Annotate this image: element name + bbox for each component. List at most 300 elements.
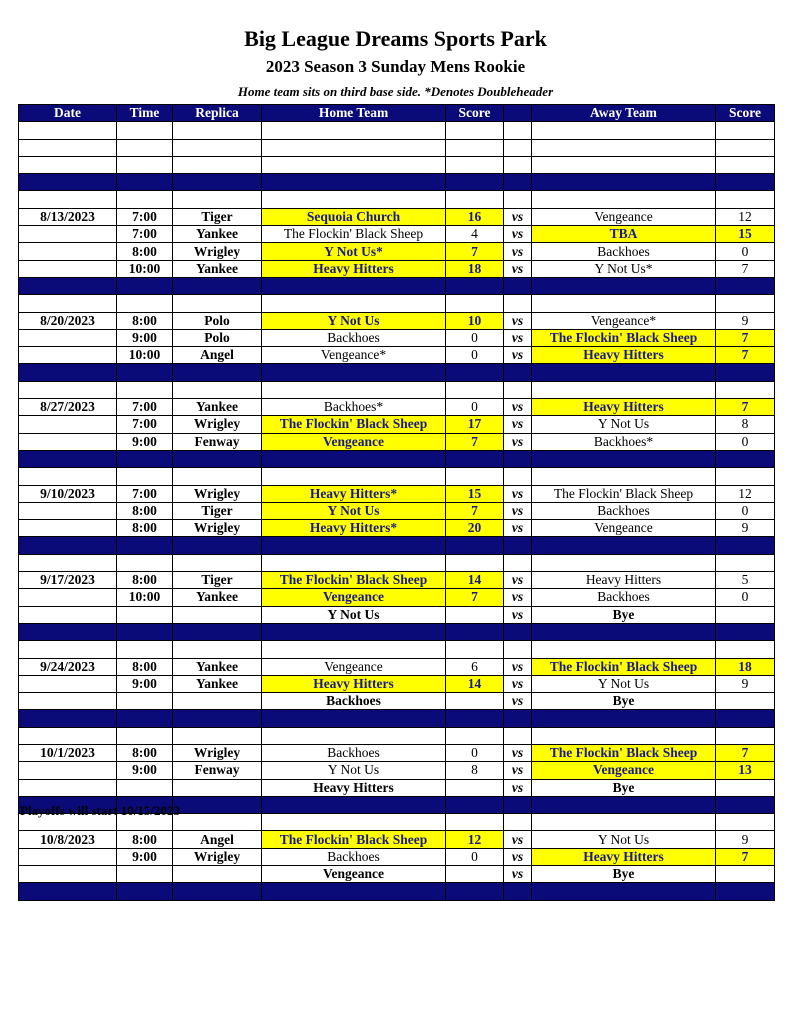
blank-cell xyxy=(504,139,532,156)
blank-cell xyxy=(117,295,173,312)
vs-cell: vs xyxy=(504,606,532,623)
separator-cell xyxy=(504,537,532,554)
away-team-cell: Vengeance xyxy=(532,762,716,779)
home-team-cell: Heavy Hitters xyxy=(262,675,446,692)
blank-row xyxy=(19,381,775,398)
separator-cell xyxy=(716,796,775,813)
blank-cell xyxy=(716,814,775,831)
blank-cell xyxy=(532,814,716,831)
game-row xyxy=(19,744,775,761)
separator-cell xyxy=(173,537,262,554)
separator-cell xyxy=(504,277,532,294)
separator-cell xyxy=(173,364,262,381)
replica-cell: Yankee xyxy=(173,260,262,277)
replica-cell xyxy=(173,779,262,796)
game-row xyxy=(19,226,775,243)
replica-cell: Angel xyxy=(173,831,262,848)
time-cell: 9:00 xyxy=(117,848,173,865)
replica-cell: Polo xyxy=(173,329,262,346)
week-separator-row xyxy=(19,364,775,381)
separator-cell xyxy=(262,537,446,554)
separator-cell xyxy=(117,277,173,294)
away-team-cell: Heavy Hitters xyxy=(532,572,716,589)
date-cell: 8/27/2023 xyxy=(19,399,117,416)
home-team-cell: The Flockin' Black Sheep xyxy=(262,416,446,433)
blank-row xyxy=(19,122,775,139)
separator-cell xyxy=(716,174,775,191)
separator-cell xyxy=(19,623,117,640)
replica-cell: Fenway xyxy=(173,433,262,450)
separator-cell xyxy=(532,710,716,727)
away-team-cell: Backhoes xyxy=(532,502,716,519)
replica-cell: Wrigley xyxy=(173,848,262,865)
blank-cell xyxy=(532,191,716,208)
blank-cell xyxy=(19,727,117,744)
game-row xyxy=(19,658,775,675)
blank-cell xyxy=(716,554,775,571)
blank-cell xyxy=(117,122,173,139)
blank-cell xyxy=(173,468,262,485)
game-row xyxy=(19,848,775,865)
schedule-table xyxy=(18,104,775,901)
date-cell: 10/1/2023 xyxy=(19,744,117,761)
away-score-cell: 12 xyxy=(716,208,775,225)
vs-cell: vs xyxy=(504,848,532,865)
separator-cell xyxy=(19,174,117,191)
date-cell xyxy=(19,260,117,277)
date-cell xyxy=(19,693,117,710)
blank-cell xyxy=(19,191,117,208)
date-cell xyxy=(19,589,117,606)
col-header-away-score: Score xyxy=(716,105,775,122)
time-cell: 9:00 xyxy=(117,329,173,346)
separator-cell xyxy=(716,710,775,727)
blank-cell xyxy=(262,295,446,312)
separator-cell xyxy=(504,710,532,727)
separator-cell xyxy=(446,174,504,191)
blank-cell xyxy=(446,191,504,208)
vs-cell: vs xyxy=(504,831,532,848)
home-team-cell: Heavy Hitters xyxy=(262,260,446,277)
home-score-cell: 0 xyxy=(446,399,504,416)
blank-cell xyxy=(19,122,117,139)
separator-cell xyxy=(532,174,716,191)
blank-cell xyxy=(446,727,504,744)
time-cell xyxy=(117,606,173,623)
separator-cell xyxy=(446,623,504,640)
replica-cell xyxy=(173,866,262,883)
blank-cell xyxy=(504,554,532,571)
home-team-cell: Vengeance xyxy=(262,866,446,883)
away-score-cell: 9 xyxy=(716,520,775,537)
blank-cell xyxy=(446,122,504,139)
game-row xyxy=(19,329,775,346)
blank-cell xyxy=(173,641,262,658)
game-row xyxy=(19,520,775,537)
game-row xyxy=(19,399,775,416)
week-separator-row xyxy=(19,710,775,727)
replica-cell: Tiger xyxy=(173,502,262,519)
vs-cell: vs xyxy=(504,329,532,346)
vs-cell: vs xyxy=(504,208,532,225)
game-row xyxy=(19,260,775,277)
replica-cell: Tiger xyxy=(173,572,262,589)
replica-cell: Fenway xyxy=(173,762,262,779)
home-score-cell: 18 xyxy=(446,260,504,277)
vs-cell: vs xyxy=(504,762,532,779)
home-team-cell: Y Not Us xyxy=(262,312,446,329)
away-team-cell: Y Not Us xyxy=(532,831,716,848)
home-score-cell: 4 xyxy=(446,226,504,243)
away-score-cell xyxy=(716,606,775,623)
game-row xyxy=(19,866,775,883)
home-score-cell: 6 xyxy=(446,658,504,675)
away-team-cell: Heavy Hitters xyxy=(532,347,716,364)
vs-cell: vs xyxy=(504,226,532,243)
blank-cell xyxy=(173,139,262,156)
time-cell: 7:00 xyxy=(117,208,173,225)
home-score-cell: 12 xyxy=(446,831,504,848)
separator-cell xyxy=(504,883,532,900)
game-row xyxy=(19,606,775,623)
separator-cell xyxy=(716,623,775,640)
separator-cell xyxy=(504,796,532,813)
away-score-cell: 0 xyxy=(716,589,775,606)
date-cell: 10/8/2023 xyxy=(19,831,117,848)
blank-cell xyxy=(173,727,262,744)
date-cell xyxy=(19,329,117,346)
away-score-cell: 5 xyxy=(716,572,775,589)
game-row xyxy=(19,572,775,589)
home-score-cell: 0 xyxy=(446,744,504,761)
away-team-cell: The Flockin' Black Sheep xyxy=(532,485,716,502)
time-cell: 8:00 xyxy=(117,744,173,761)
away-team-cell: Y Not Us* xyxy=(532,260,716,277)
replica-cell: Tiger xyxy=(173,208,262,225)
blank-cell xyxy=(173,554,262,571)
blank-cell xyxy=(262,814,446,831)
blank-cell xyxy=(716,641,775,658)
separator-cell xyxy=(173,450,262,467)
blank-cell xyxy=(117,191,173,208)
season-subtitle: 2023 Season 3 Sunday Mens Rookie xyxy=(265,57,526,76)
replica-cell: Wrigley xyxy=(173,485,262,502)
home-team-cell: Vengeance* xyxy=(262,347,446,364)
date-cell xyxy=(19,416,117,433)
separator-cell xyxy=(173,277,262,294)
away-team-cell: Vengeance* xyxy=(532,312,716,329)
home-team-cell: Heavy Hitters* xyxy=(262,485,446,502)
game-row xyxy=(19,485,775,502)
game-row xyxy=(19,502,775,519)
blank-cell xyxy=(173,381,262,398)
col-header-home-team: Home Team xyxy=(262,105,446,122)
date-cell xyxy=(19,433,117,450)
blank-cell xyxy=(716,139,775,156)
blank-cell xyxy=(532,468,716,485)
blank-cell xyxy=(716,727,775,744)
time-cell: 8:00 xyxy=(117,572,173,589)
time-cell: 8:00 xyxy=(117,831,173,848)
time-cell: 9:00 xyxy=(117,675,173,692)
home-score-cell: 8 xyxy=(446,762,504,779)
away-score-cell: 7 xyxy=(716,399,775,416)
separator-cell xyxy=(117,450,173,467)
separator-cell xyxy=(504,174,532,191)
game-row xyxy=(19,675,775,692)
away-score-cell xyxy=(716,693,775,710)
time-cell: 8:00 xyxy=(117,502,173,519)
separator-cell xyxy=(716,450,775,467)
separator-cell xyxy=(262,883,446,900)
blank-cell xyxy=(19,295,117,312)
blank-row xyxy=(19,641,775,658)
separator-cell xyxy=(446,277,504,294)
time-cell xyxy=(117,779,173,796)
col-header-home-score: Score xyxy=(446,105,504,122)
game-row xyxy=(19,208,775,225)
blank-cell xyxy=(19,156,117,173)
date-cell xyxy=(19,226,117,243)
col-header-away-team: Away Team xyxy=(532,105,716,122)
home-team-cell: Heavy Hitters xyxy=(262,779,446,796)
game-row xyxy=(19,433,775,450)
replica-cell xyxy=(173,693,262,710)
date-cell xyxy=(19,520,117,537)
time-cell: 8:00 xyxy=(117,520,173,537)
time-cell: 8:00 xyxy=(117,658,173,675)
date-cell: 9/24/2023 xyxy=(19,658,117,675)
date-cell xyxy=(19,779,117,796)
blank-cell xyxy=(262,139,446,156)
home-score-cell: 16 xyxy=(446,208,504,225)
away-team-cell: The Flockin' Black Sheep xyxy=(532,744,716,761)
away-team-cell: Bye xyxy=(532,866,716,883)
away-score-cell xyxy=(716,779,775,796)
vs-cell: vs xyxy=(504,502,532,519)
away-score-cell: 12 xyxy=(716,485,775,502)
date-cell xyxy=(19,848,117,865)
separator-cell xyxy=(262,364,446,381)
home-team-cell: Y Not Us xyxy=(262,606,446,623)
game-row xyxy=(19,347,775,364)
separator-cell xyxy=(446,796,504,813)
blank-cell xyxy=(446,295,504,312)
vs-cell: vs xyxy=(504,658,532,675)
date-cell xyxy=(19,762,117,779)
blank-cell xyxy=(173,295,262,312)
week-separator-row xyxy=(19,623,775,640)
vs-cell: vs xyxy=(504,260,532,277)
blank-row xyxy=(19,468,775,485)
away-team-cell: The Flockin' Black Sheep xyxy=(532,329,716,346)
separator-cell xyxy=(504,364,532,381)
separator-cell xyxy=(262,174,446,191)
home-score-cell: 0 xyxy=(446,848,504,865)
home-score-cell: 14 xyxy=(446,572,504,589)
blank-cell xyxy=(117,139,173,156)
replica-cell: Yankee xyxy=(173,226,262,243)
away-score-cell: 7 xyxy=(716,347,775,364)
game-row xyxy=(19,243,775,260)
separator-cell xyxy=(117,623,173,640)
home-team-cell: Vengeance xyxy=(262,658,446,675)
game-row xyxy=(19,831,775,848)
home-score-cell: 7 xyxy=(446,589,504,606)
blank-cell xyxy=(173,156,262,173)
replica-cell: Yankee xyxy=(173,399,262,416)
home-score-cell: 7 xyxy=(446,502,504,519)
col-header-vs xyxy=(504,105,532,122)
home-team-cell: Vengeance xyxy=(262,589,446,606)
home-team-cell: Backhoes xyxy=(262,329,446,346)
blank-cell xyxy=(716,295,775,312)
replica-cell: Yankee xyxy=(173,675,262,692)
separator-cell xyxy=(532,883,716,900)
blank-cell xyxy=(532,139,716,156)
week-separator-row xyxy=(19,174,775,191)
home-team-cell: Backhoes xyxy=(262,693,446,710)
separator-cell xyxy=(173,174,262,191)
blank-cell xyxy=(262,156,446,173)
time-cell: 10:00 xyxy=(117,589,173,606)
week-separator-row xyxy=(19,277,775,294)
away-team-cell: TBA xyxy=(532,226,716,243)
time-cell: 7:00 xyxy=(117,485,173,502)
blank-cell xyxy=(532,122,716,139)
home-team-cell: The Flockin' Black Sheep xyxy=(262,226,446,243)
home-team-cell: Backhoes* xyxy=(262,399,446,416)
replica-cell: Yankee xyxy=(173,589,262,606)
home-team-cell: The Flockin' Black Sheep xyxy=(262,572,446,589)
date-cell: 9/10/2023 xyxy=(19,485,117,502)
blank-cell xyxy=(504,191,532,208)
time-cell: 8:00 xyxy=(117,312,173,329)
blank-cell xyxy=(262,381,446,398)
game-row xyxy=(19,762,775,779)
home-team-cell: Y Not Us xyxy=(262,502,446,519)
blank-cell xyxy=(19,139,117,156)
vs-cell: vs xyxy=(504,312,532,329)
blank-cell xyxy=(173,191,262,208)
blank-cell xyxy=(446,641,504,658)
home-score-cell: 0 xyxy=(446,329,504,346)
blank-cell xyxy=(446,381,504,398)
blank-cell xyxy=(446,139,504,156)
separator-cell xyxy=(117,710,173,727)
vs-cell: vs xyxy=(504,572,532,589)
date-cell: 9/17/2023 xyxy=(19,572,117,589)
blank-row xyxy=(19,156,775,173)
away-score-cell: 7 xyxy=(716,329,775,346)
blank-cell xyxy=(504,295,532,312)
away-score-cell: 7 xyxy=(716,744,775,761)
playoffs-note: Playoffs will start 10/15/2023 xyxy=(20,803,180,818)
blank-cell xyxy=(504,727,532,744)
blank-cell xyxy=(117,554,173,571)
separator-cell xyxy=(262,796,446,813)
time-cell: 10:00 xyxy=(117,260,173,277)
blank-row xyxy=(19,295,775,312)
separator-cell xyxy=(716,364,775,381)
blank-cell xyxy=(117,381,173,398)
separator-cell xyxy=(117,174,173,191)
separator-cell xyxy=(19,710,117,727)
away-score-cell: 18 xyxy=(716,658,775,675)
game-row xyxy=(19,779,775,796)
blank-cell xyxy=(446,554,504,571)
separator-cell xyxy=(117,364,173,381)
blank-cell xyxy=(504,381,532,398)
separator-cell xyxy=(173,623,262,640)
vs-cell: vs xyxy=(504,779,532,796)
blank-cell xyxy=(19,554,117,571)
time-cell xyxy=(117,693,173,710)
vs-cell: vs xyxy=(504,589,532,606)
blank-cell xyxy=(504,122,532,139)
blank-cell xyxy=(117,156,173,173)
time-cell: 7:00 xyxy=(117,226,173,243)
game-row xyxy=(19,693,775,710)
home-team-cell: Y Not Us* xyxy=(262,243,446,260)
vs-cell: vs xyxy=(504,744,532,761)
blank-cell xyxy=(446,468,504,485)
home-score-cell xyxy=(446,779,504,796)
date-cell xyxy=(19,606,117,623)
away-score-cell: 9 xyxy=(716,312,775,329)
blank-cell xyxy=(117,727,173,744)
blank-cell xyxy=(504,641,532,658)
separator-cell xyxy=(19,450,117,467)
home-score-cell xyxy=(446,606,504,623)
col-header-replica: Replica xyxy=(173,105,262,122)
blank-cell xyxy=(117,641,173,658)
vs-cell: vs xyxy=(504,243,532,260)
away-team-cell: Backhoes* xyxy=(532,433,716,450)
blank-cell xyxy=(532,727,716,744)
page-title: Big League Dreams Sports Park xyxy=(244,26,547,51)
vs-cell: vs xyxy=(504,693,532,710)
time-cell: 7:00 xyxy=(117,416,173,433)
blank-cell xyxy=(532,295,716,312)
away-team-cell: Heavy Hitters xyxy=(532,848,716,865)
blank-cell xyxy=(262,727,446,744)
date-cell xyxy=(19,502,117,519)
separator-cell xyxy=(117,883,173,900)
home-team-cell: Backhoes xyxy=(262,848,446,865)
away-score-cell: 0 xyxy=(716,502,775,519)
date-cell xyxy=(19,675,117,692)
blank-cell xyxy=(716,156,775,173)
home-score-cell: 10 xyxy=(446,312,504,329)
away-team-cell: Vengeance xyxy=(532,208,716,225)
col-header-time: Time xyxy=(117,105,173,122)
date-cell xyxy=(19,243,117,260)
blank-cell xyxy=(532,641,716,658)
vs-cell: vs xyxy=(504,416,532,433)
home-team-cell: Sequoia Church xyxy=(262,208,446,225)
blank-cell xyxy=(173,814,262,831)
away-team-cell: Heavy Hitters xyxy=(532,399,716,416)
blank-cell xyxy=(716,191,775,208)
home-team-cell: Backhoes xyxy=(262,744,446,761)
blank-cell xyxy=(117,468,173,485)
separator-cell xyxy=(716,883,775,900)
separator-cell xyxy=(532,623,716,640)
away-team-cell: Backhoes xyxy=(532,243,716,260)
away-score-cell: 7 xyxy=(716,848,775,865)
home-score-cell: 7 xyxy=(446,243,504,260)
